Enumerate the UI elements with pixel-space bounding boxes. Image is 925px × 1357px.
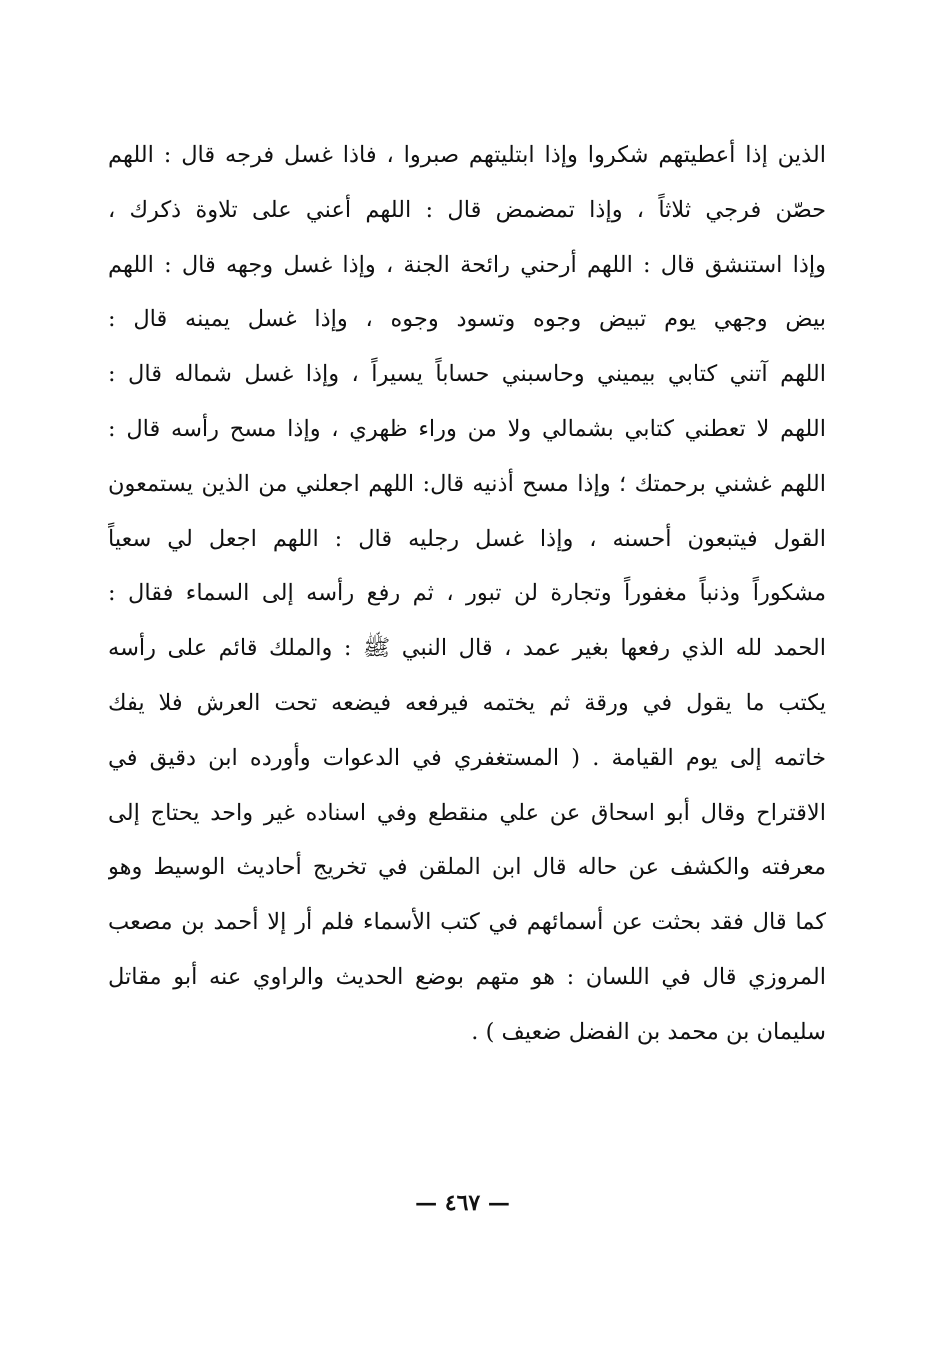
text-line: اللهم غشني برحمتك ؛ وإذا مسح أذنيه قال: اللهم اجعلني من الذين يستمعون (108, 470, 826, 497)
text-line: كما قال فقد بحثت عن أسمائهم في كتب الأسماء فلم أر إلا أحمد بن مصعب (108, 909, 826, 936)
text-line: الحمد لله الذي رفعها بغير عمد ، قال النبي ﷺ : والملك قائم على رأسه (108, 635, 826, 662)
text-line: وإذا استنشق قال : اللهم أرحني رائحة الجنة ، وإذا غسل وجهه قال : اللهم (108, 251, 826, 278)
text-line: حصّن فرجي ثلاثاً ، وإذا تمضمض قال : اللهم أعني على تلاوة ذكرك ، (108, 196, 826, 223)
text-line: اللهم لا تعطني كتابي بشمالي ولا من وراء ظهري ، وإذا مسح رأسه قال : (108, 415, 826, 442)
text-line: معرفته والكشف عن حاله قال ابن الملقن في تخريج أحاديث الوسيط وهو (108, 854, 826, 881)
text-line: القول فيتبعون أحسنه ، وإذا غسل رجليه قال : اللهم اجعل لي سعياً (108, 525, 826, 552)
text-line: اللهم آتني كتابي بيميني وحاسبني حساباً يسيراً ، وإذا غسل شماله قال : (108, 361, 826, 388)
text-line: بيض وجهي يوم تبيض وجوه وتسود وجوه ، وإذا غسل يمينه قال : (108, 306, 826, 333)
text-line: يكتب ما يقول في ورقة ثم يختمه فيرفعه فيضعه تحت العرش فلا يفك (108, 689, 826, 716)
text-line: الاقتراح وقال أبو اسحاق عن علي منقطع وفي اسناده غير واحد يحتاج إلى (108, 799, 826, 826)
page-number: — ٤٦٧ — (415, 1190, 510, 1216)
text-line: المروزي قال في اللسان : هو متهم بوضع الحديث والراوي عنه أبو مقاتل (108, 963, 826, 990)
text-line: سليمان بن محمد بن الفضل ضعيف ) . (471, 1018, 826, 1045)
text-line: مشكوراً وذنباً مغفوراً وتجارة لن تبور ، ثم رفع رأسه إلى السماء فقال : (108, 580, 826, 607)
text-line: خاتمه إلى يوم القيامة . ( المستغفري في الدعوات وأورده ابن دقيق في (108, 744, 826, 771)
text-line: الذين إذا أعطيتهم شكروا وإذا ابتليتهم صبروا ، فاذا غسل فرجه قال : اللهم (108, 142, 826, 168)
body-text (108, 128, 826, 1060)
